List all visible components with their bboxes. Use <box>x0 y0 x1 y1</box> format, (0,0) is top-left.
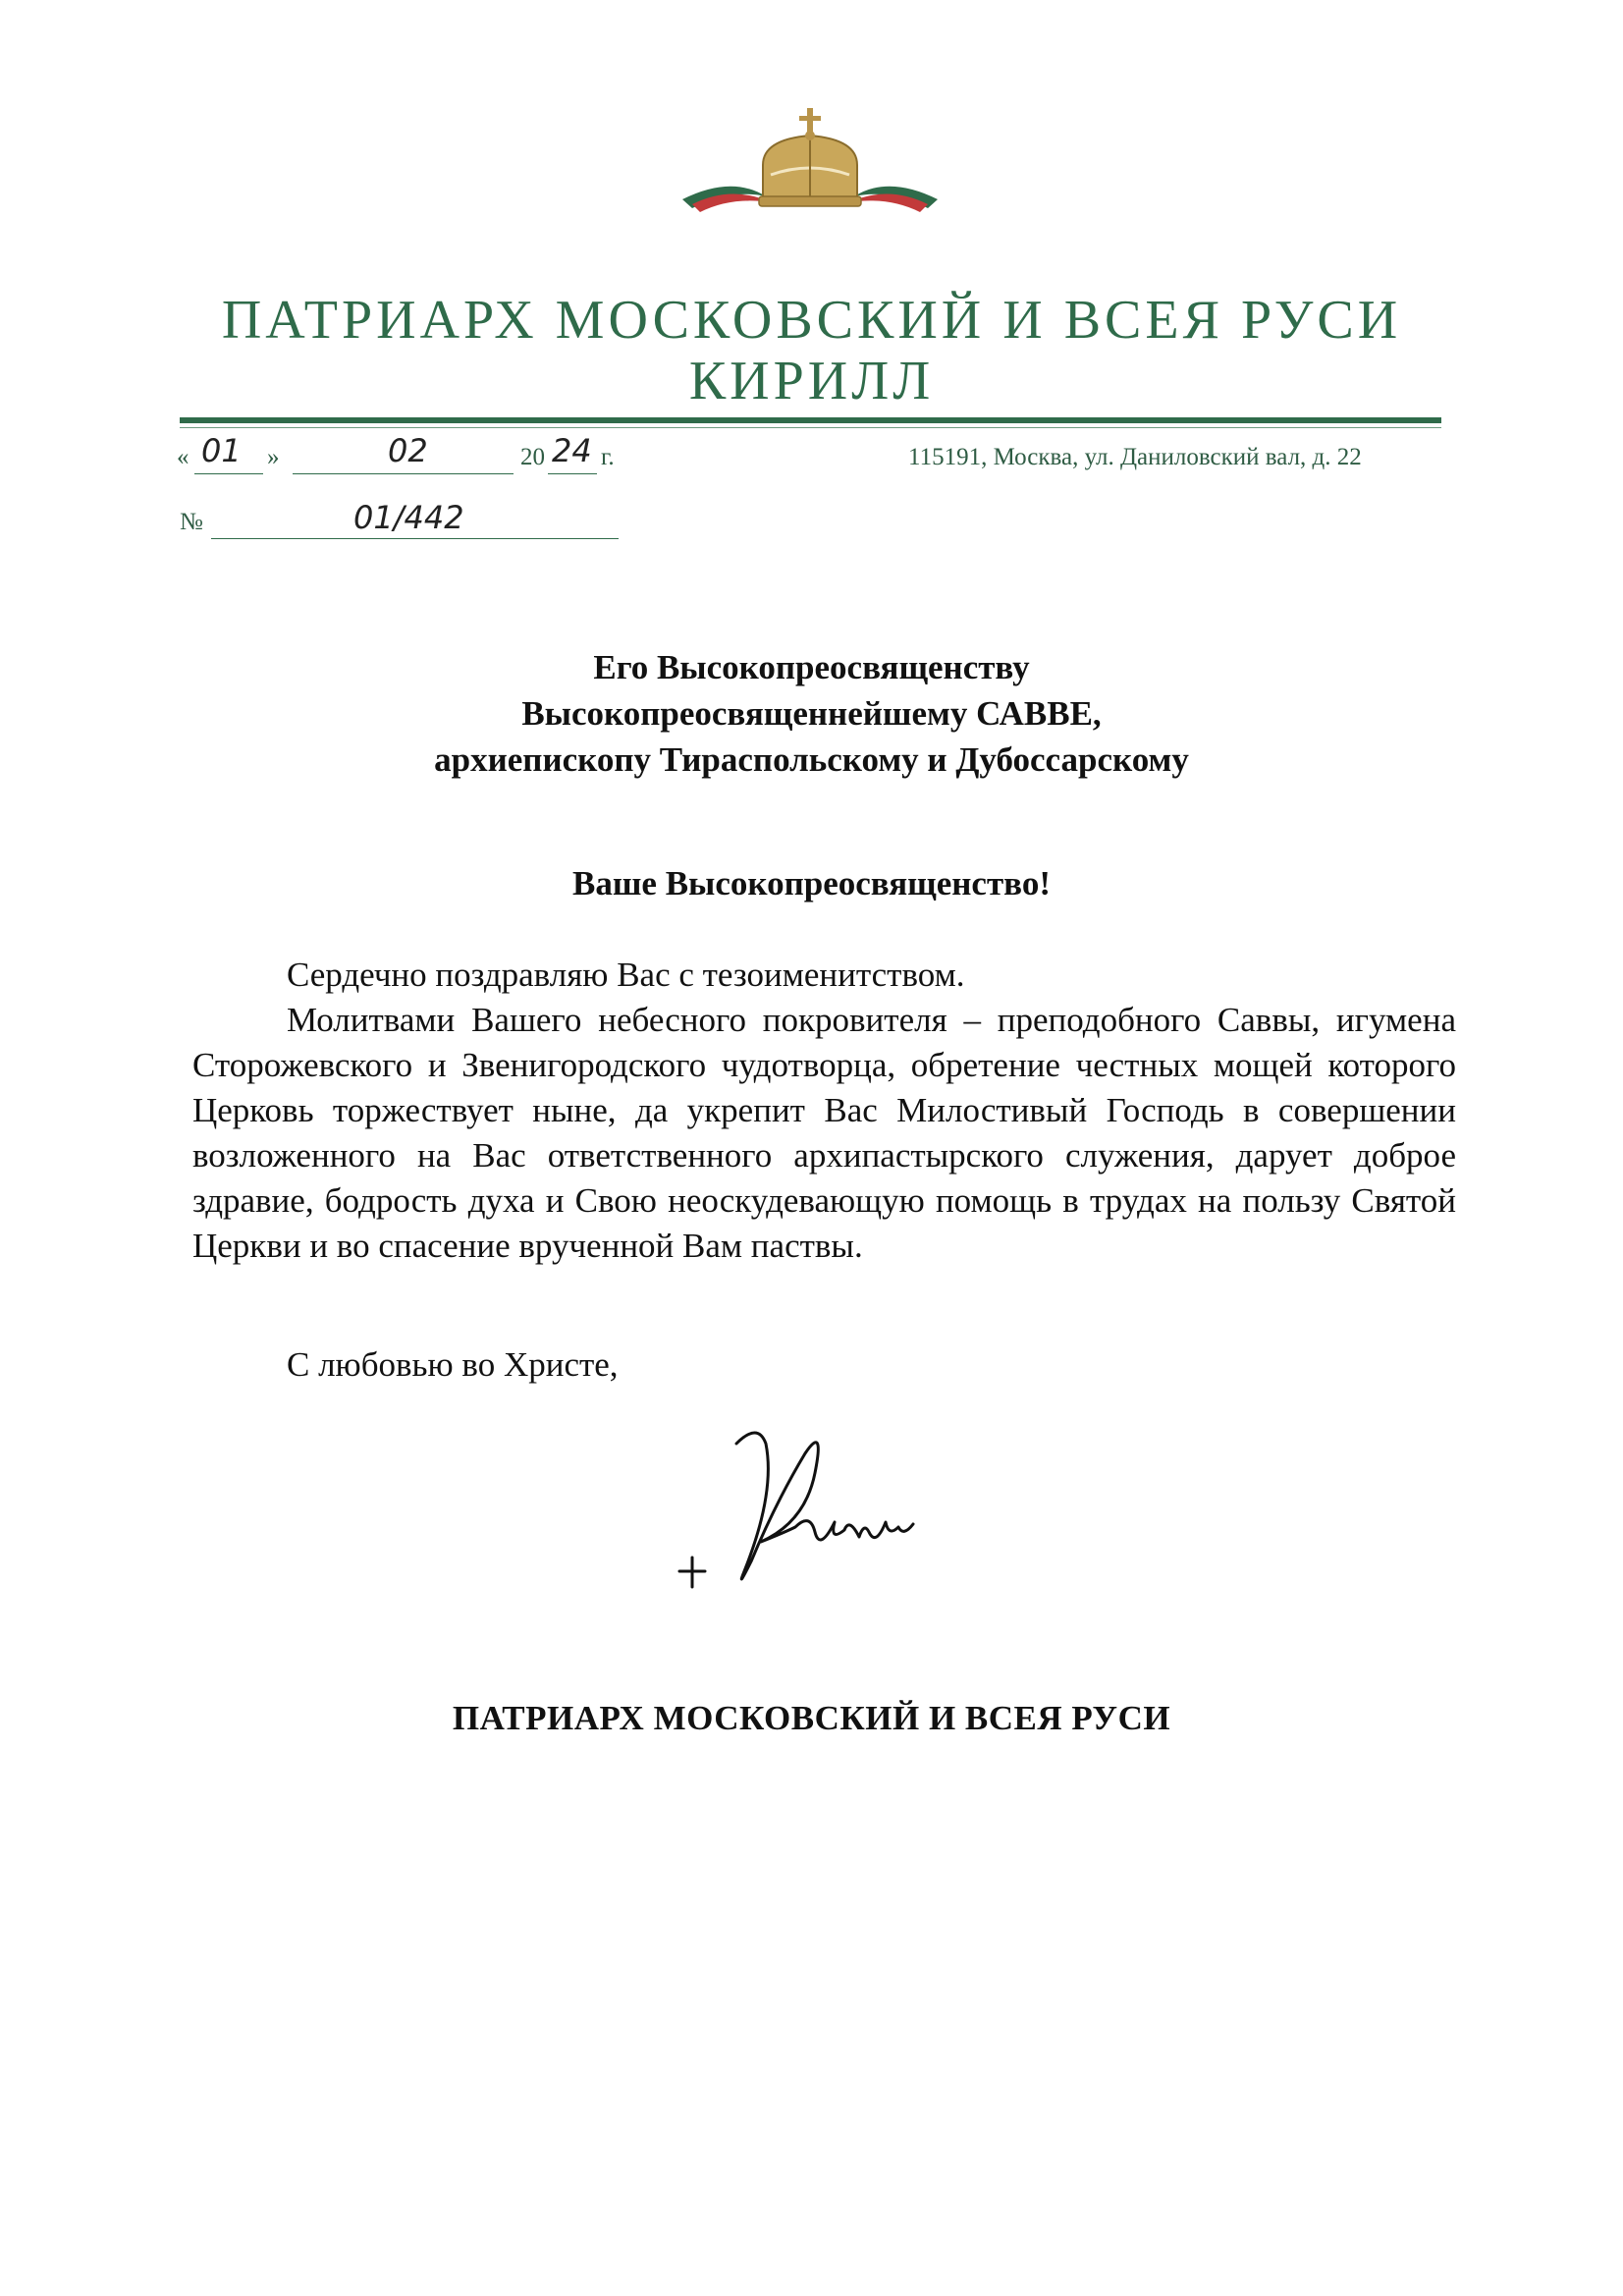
date-month: 02 <box>388 432 428 469</box>
body-paragraph-2: Молитвами Вашего небесного покровителя – преподобного Саввы, игумена Сторожевского и Звенигородского чудотворца, обретение честных мощей которого Церковь торжествует ныне, да укрепит Вас Милостивый Господь в совершении возложенного на Вас ответственного архипастырского служения, дарует доброе здравие, бодрость духа и Свою неоскудевающую помощь в трудах на пользу Святой Церкви и во спасение врученной Вам паствы. <box>192 1001 1456 1265</box>
date-day-line <box>194 473 263 474</box>
patriarchal-crown-icon <box>673 106 947 224</box>
salutation: Ваше Высокопреосвященство! <box>572 864 1051 902</box>
date-month-line <box>293 473 514 474</box>
addressee-line-1: Его Высокопреосвященству <box>593 648 1030 686</box>
date-year-line <box>548 473 597 474</box>
header-rule <box>180 417 1441 423</box>
addressee-line-3: архиепископу Тираспольскому и Дубоссарскому <box>434 740 1189 779</box>
date-open-quote: « <box>177 444 189 470</box>
addressee-line-2: Высокопреосвященнейшему САВВЕ, <box>521 694 1102 733</box>
number-label: № <box>180 509 203 535</box>
handwritten-signature <box>668 1414 982 1630</box>
office-address: 115191, Москва, ул. Даниловский вал, д. 22 <box>908 444 1362 470</box>
letterhead-title: ПАТРИАРХ МОСКОВСКИЙ И ВСЕЯ РУСИ <box>221 290 1402 351</box>
signature-title: ПАТРИАРХ МОСКОВСКИЙ И ВСЕЯ РУСИ <box>452 1699 1171 1737</box>
date-suffix: г. <box>601 444 615 470</box>
body-paragraph-1: Сердечно поздравляю Вас с тезоименитством. <box>287 956 965 994</box>
date-close-quote: » <box>267 444 280 470</box>
date-year-prefix: 20 <box>520 444 545 470</box>
letterhead-name: КИРИЛЛ <box>688 351 935 411</box>
number-value: 01/442 <box>353 499 464 536</box>
letter-body <box>192 953 1456 1269</box>
date-year-suffix: 24 <box>552 432 592 469</box>
number-line <box>211 538 619 539</box>
header-rule-thin <box>180 427 1441 428</box>
date-day: 01 <box>201 432 242 469</box>
closing-line: С любовью во Христе, <box>287 1345 619 1384</box>
